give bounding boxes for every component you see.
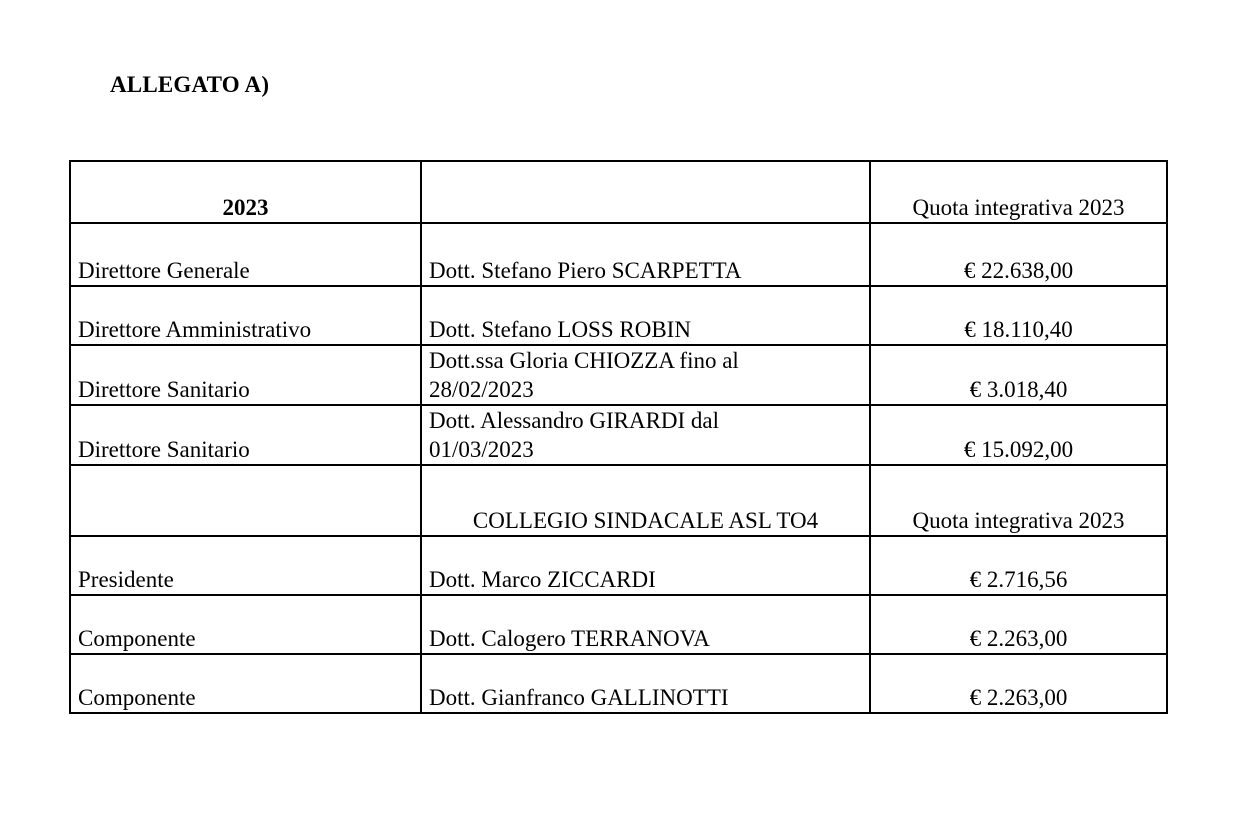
compensation-table xyxy=(69,160,1168,714)
name-cell xyxy=(421,345,870,405)
table-header-row xyxy=(70,161,1167,223)
table-row xyxy=(70,405,1167,465)
table-row xyxy=(70,536,1167,595)
amount-cell: € 15.092,00 xyxy=(870,405,1167,465)
name-cell: Dott. Stefano Piero SCARPETTA xyxy=(421,223,870,286)
name-cell: Dott. Calogero TERRANOVA xyxy=(421,595,870,654)
role-cell: Direttore Generale xyxy=(70,223,421,286)
table-row xyxy=(70,223,1167,286)
role-cell: Direttore Sanitario xyxy=(70,345,421,405)
document-title: ALLEGATO A) xyxy=(110,72,270,97)
amount-cell: € 18.110,40 xyxy=(870,286,1167,345)
name-header-cell xyxy=(421,161,870,223)
name-line: Dott.ssa Gloria CHIOZZA fino al xyxy=(429,348,739,373)
role-cell: Componente xyxy=(70,595,421,654)
name-line: Dott. Alessandro GIRARDI dal xyxy=(429,408,720,433)
role-cell: Direttore Sanitario xyxy=(70,405,421,465)
board-header-row xyxy=(70,465,1167,536)
board-amount-header-cell: Quota integrativa 2023 xyxy=(870,465,1167,536)
table-row xyxy=(70,595,1167,654)
role-cell: Presidente xyxy=(70,536,421,595)
role-cell: Direttore Amministrativo xyxy=(70,286,421,345)
table-row xyxy=(70,286,1167,345)
amount-cell: € 22.638,00 xyxy=(870,223,1167,286)
role-cell: Componente xyxy=(70,654,421,713)
amount-cell: € 3.018,40 xyxy=(870,345,1167,405)
amount-cell: € 2.716,56 xyxy=(870,536,1167,595)
table-row xyxy=(70,654,1167,713)
amount-header-cell: Quota integrativa 2023 xyxy=(870,161,1167,223)
board-title-cell: COLLEGIO SINDACALE ASL TO4 xyxy=(421,465,870,536)
name-date-line: 28/02/2023 xyxy=(429,377,534,402)
name-date-line: 01/03/2023 xyxy=(429,437,534,462)
amount-cell: € 2.263,00 xyxy=(870,595,1167,654)
table-row xyxy=(70,345,1167,405)
amount-cell: € 2.263,00 xyxy=(870,654,1167,713)
year-header-cell: 2023 xyxy=(70,161,421,223)
name-cell: Dott. Marco ZICCARDI xyxy=(421,536,870,595)
name-cell xyxy=(421,405,870,465)
name-cell: Dott. Gianfranco GALLINOTTI xyxy=(421,654,870,713)
board-role-header-cell xyxy=(70,465,421,536)
name-cell: Dott. Stefano LOSS ROBIN xyxy=(421,286,870,345)
